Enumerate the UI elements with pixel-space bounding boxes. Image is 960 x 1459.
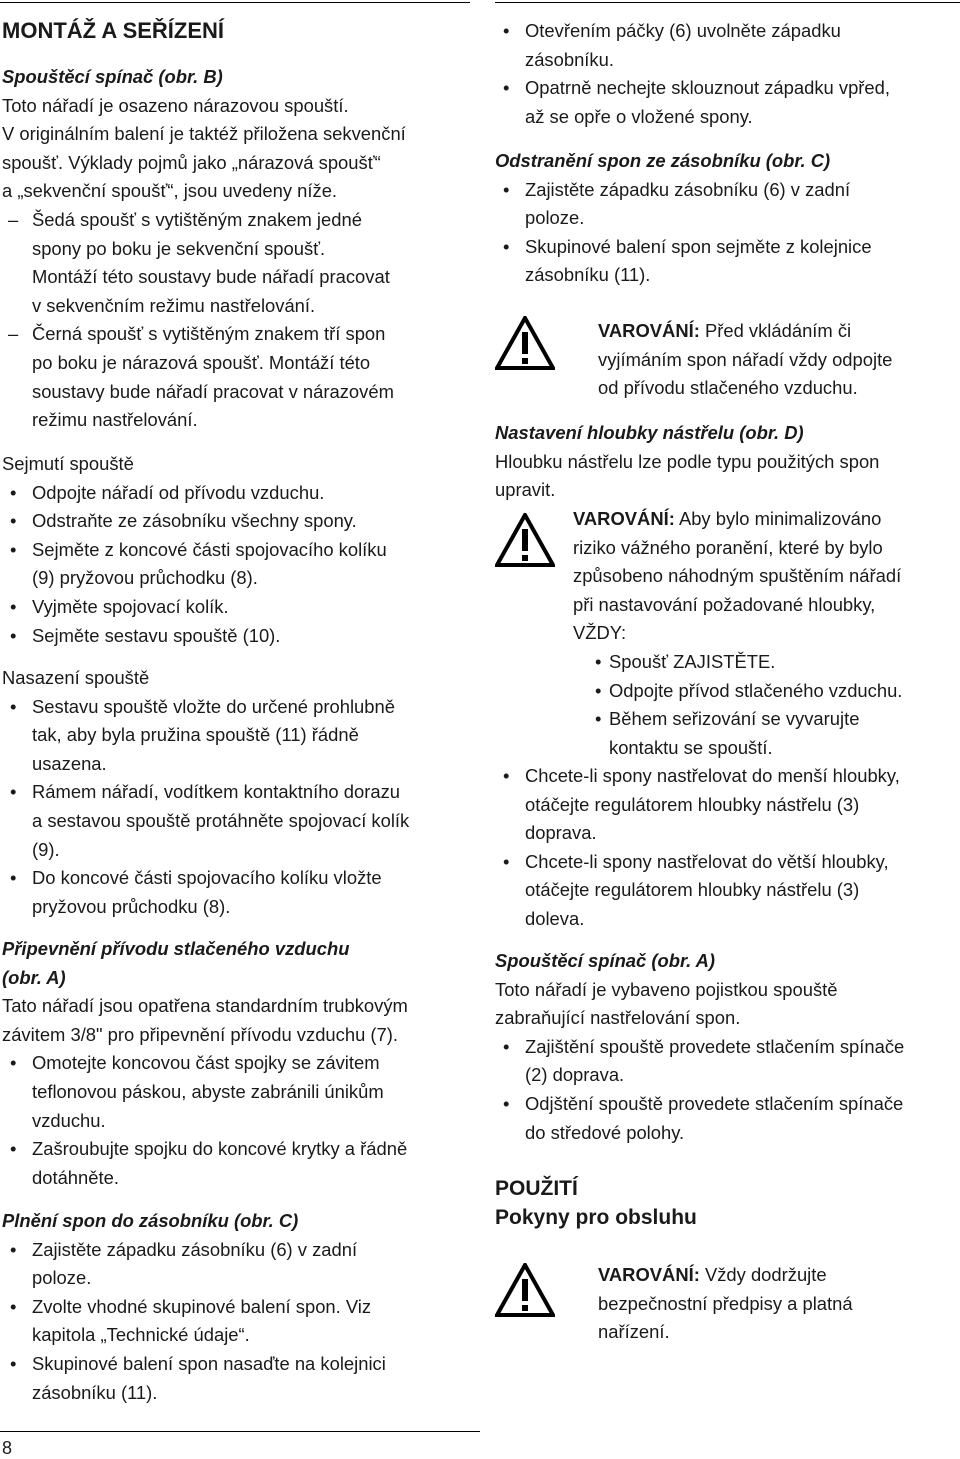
text-line: nařízení. — [598, 1321, 670, 1343]
text-line: od přívodu stlačeného vzduchu. — [598, 377, 858, 399]
text-line: zásobníku (11). — [32, 1381, 158, 1403]
text-line: • Zajistěte západku zásobníku (6) v zadní — [525, 178, 851, 200]
trigger-a-section — [495, 947, 957, 1147]
warning-unplug — [495, 314, 957, 404]
text-line: upravit. — [495, 479, 556, 501]
text-line: • Do koncové části spojovacího kolíku vložte — [32, 867, 382, 889]
list-item — [2, 864, 472, 921]
text-line: usazena. — [32, 752, 107, 774]
text-line: • Odpojte přívod stlačeného vzduchu. — [609, 679, 903, 701]
text-line: – Šedá spoušť s vytištěným znakem jedné — [32, 208, 362, 230]
list-item — [593, 648, 957, 677]
text-line: • Opatrně nechejte sklouznout západku vpřed, — [525, 77, 890, 99]
dash-item-grey-trigger — [2, 206, 472, 320]
text-line: poloze. — [32, 1267, 92, 1289]
text-line: • Sejměte z koncové části spojovacího kolíku — [32, 538, 387, 560]
text-line: bezpečnostní předpisy a platná — [598, 1292, 853, 1314]
text-line: vyjímáním spon nářadí vždy odpojte — [598, 348, 893, 370]
text-line: tak, aby byla pružina spouště (11) řádně — [32, 724, 359, 746]
dash-item-black-trigger — [2, 320, 472, 434]
list-item — [2, 622, 472, 651]
text-line: po boku je nárazová spoušť. Montáží této — [32, 351, 371, 373]
list-item — [495, 233, 957, 290]
list-item — [2, 1350, 472, 1407]
list-item — [495, 74, 957, 131]
unloading-section — [495, 147, 957, 290]
warning-label: VAROVÁNÍ: — [598, 1264, 700, 1285]
warning-triangle-icon — [495, 513, 555, 567]
text-line: Hloubku nástřelu lze podle typu použitých spon — [495, 450, 880, 472]
text-line: pryžovou průchodku (8). — [32, 895, 231, 917]
bottom-rule — [0, 1431, 480, 1432]
depth-section — [495, 419, 957, 505]
text-line: soustavy bude nářadí pracovat v nárazovém — [32, 380, 394, 402]
text-line: • Zajištění spouště provedete stlačením spínače — [525, 1035, 905, 1057]
text-line: Montáží této soustavy bude nářadí pracovat — [32, 266, 390, 288]
top-rule-right — [495, 2, 960, 3]
warning-label: VAROVÁNÍ: — [573, 508, 675, 529]
text-line: doprava. — [525, 822, 597, 844]
list-item — [2, 479, 472, 508]
text-line: vzduchu. — [32, 1109, 106, 1131]
text-line: Aby bylo minimalizováno — [674, 508, 882, 529]
list-item — [2, 693, 472, 779]
list-item — [593, 677, 957, 706]
text-line: • Odstraňte ze zásobníku všechny spony. — [32, 510, 357, 532]
text-line: kontaktu se spouští. — [609, 736, 773, 758]
text-line: • Zašroubujte spojku do koncové krytky a řádně — [32, 1138, 408, 1160]
fitting-heading: Nasazení spouště — [2, 667, 150, 688]
text-line: Tato nářadí jsou opatřena standardním trubkovým — [2, 995, 408, 1017]
page-number: 8 — [2, 1438, 13, 1458]
text-line: • Omotejte koncovou část spojky se závitem — [32, 1052, 380, 1074]
text-line: spony po boku je sekvenční spoušť. — [32, 237, 326, 259]
warning-triangle-icon — [495, 316, 555, 370]
text-line: do středové polohy. — [525, 1121, 685, 1143]
text-line: • Skupinové balení spon sejměte z kolejnice — [525, 235, 872, 257]
text-line: • Skupinové balení spon nasaďte na kolejnici — [32, 1352, 386, 1374]
depth-heading: Nastavení hloubky nástřelu (obr. D) — [495, 422, 804, 443]
text-line: v sekvenčním režimu nastřelování. — [32, 294, 316, 316]
text-line: spoušť. Výklady pojmů jako „nárazová spoušť“ — [2, 151, 381, 173]
list-item — [2, 1049, 472, 1135]
text-line: • Odjštění spouště provedete stlačením spínače — [525, 1092, 904, 1114]
text-line: otáčejte regulátorem hloubky nástřelu (3) — [525, 793, 860, 815]
list-item — [2, 1236, 472, 1293]
text-line: V originálním balení je taktéž přiložena sekvenční — [2, 123, 406, 145]
list-item — [2, 778, 472, 864]
list-item — [2, 593, 472, 622]
text-line: režimu nastřelování. — [32, 409, 198, 431]
text-line: kapitola „Technické údaje“. — [32, 1324, 250, 1346]
list-item — [495, 176, 957, 233]
text-line: VŽDY: — [573, 622, 627, 644]
air-section — [2, 935, 472, 1192]
magazine-continued — [495, 17, 957, 131]
text-line: – Černá spoušť s vytištěným znakem tří spon — [32, 323, 386, 345]
list-item — [495, 17, 957, 74]
text-line: otáčejte regulátorem hloubky nástřelu (3) — [525, 879, 860, 901]
fitting-section — [2, 664, 472, 921]
list-item — [495, 1033, 957, 1090]
text-line: • Chcete-li spony nastřelovat do větší hloubky, — [525, 850, 889, 872]
warning-depth — [495, 505, 957, 763]
air-heading-ref: (obr. A) — [2, 966, 66, 988]
usage-title: POUŽITÍ — [495, 1177, 578, 1200]
usage-subtitle: Pokyny pro obsluhu — [495, 1206, 697, 1229]
text-line: při nastavování požadované hloubky, — [573, 593, 876, 615]
warning-label: VAROVÁNÍ: — [598, 320, 700, 341]
text-line: • Sestavu spouště vložte do určené prohlubně — [32, 695, 395, 717]
text-line: • Vyjměte spojovací kolík. — [32, 595, 229, 617]
trigger-b-heading: Spouštěcí spínač (obr. B) — [2, 66, 223, 87]
unloading-heading: Odstranění spon ze zásobníku (obr. C) — [495, 150, 831, 171]
removal-section — [2, 450, 472, 650]
text-line: (2) doprava. — [525, 1064, 625, 1086]
text-line: Toto nářadí je vybaveno pojistkou spouště — [495, 978, 838, 1000]
text-line: teflonovou páskou, abyste zabránili únikům — [32, 1080, 384, 1102]
text-line: • Rámem nářadí, vodítkem kontaktního dorazu — [32, 781, 401, 803]
text-line: Toto nářadí je osazeno nárazovou spouští. — [2, 94, 349, 116]
text-line: a „sekvenční spoušť“, jsou uvedeny níže. — [2, 180, 338, 202]
list-item — [495, 1090, 957, 1147]
text-line: až se opře o vložené spony. — [525, 105, 753, 127]
text-line: (9) pryžovou průchodku (8). — [32, 567, 258, 589]
text-line: poloze. — [525, 207, 585, 229]
trigger-a-heading: Spouštěcí spínač (obr. A) — [495, 950, 716, 971]
text-line: Vždy dodržujte — [699, 1264, 827, 1285]
text-line: a sestavou spouště protáhněte spojovací kolík — [32, 809, 410, 831]
list-item — [2, 536, 472, 593]
warning-safety — [495, 1261, 957, 1351]
text-line: • Sejměte sestavu spouště (10). — [32, 624, 281, 646]
list-item — [495, 762, 957, 848]
text-line: doleva. — [525, 907, 585, 929]
text-line: (9). — [32, 838, 60, 860]
list-item — [2, 1135, 472, 1192]
text-line: • Odpojte nářadí od přívodu vzduchu. — [32, 481, 325, 503]
text-line: zabraňující nastřelování spon. — [495, 1007, 741, 1029]
text-line: • Během seřizování se vyvarujte — [609, 708, 860, 730]
air-heading: Připevnění přívodu stlačeného vzduchu — [2, 938, 350, 959]
top-rule-left — [0, 2, 470, 3]
text-line: zásobníku. — [525, 48, 614, 70]
text-line: zásobníku (11). — [525, 264, 651, 286]
text-line: způsobeno náhodným spuštěním nářadí — [573, 565, 902, 587]
text-line: • Zvolte vhodné skupinové balení spon. Viz — [32, 1295, 372, 1317]
removal-heading: Sejmutí spouště — [2, 453, 134, 474]
warning-triangle-icon — [495, 1263, 555, 1317]
text-line: • Zajistěte západku zásobníku (6) v zadní — [32, 1238, 358, 1260]
loading-section — [2, 1207, 472, 1407]
text-line: • Spoušť ZAJISTĚTE. — [609, 650, 776, 672]
text-line: závitem 3/8" pro připevnění přívodu vzduchu (7). — [2, 1023, 399, 1045]
list-item — [2, 1293, 472, 1350]
list-item — [495, 848, 957, 934]
text-line: Před vkládáním či — [699, 320, 852, 341]
trigger-b-section — [2, 63, 472, 435]
section-title: MONTÁŽ A SEŘÍZENÍ — [2, 18, 225, 43]
text-line: riziko vážného poranění, které by bylo — [573, 536, 883, 558]
text-line: • Chcete-li spony nastřelovat do menší hloubky, — [525, 765, 900, 786]
loading-heading: Plnění spon do zásobníku (obr. C) — [2, 1210, 299, 1231]
text-line: • Otevřením páčky (6) uvolněte západku — [525, 20, 841, 41]
list-item — [2, 507, 472, 536]
depth-bullets — [495, 762, 957, 934]
text-line: dotáhněte. — [32, 1166, 119, 1188]
list-item — [593, 705, 957, 762]
usage-section — [495, 1174, 957, 1232]
